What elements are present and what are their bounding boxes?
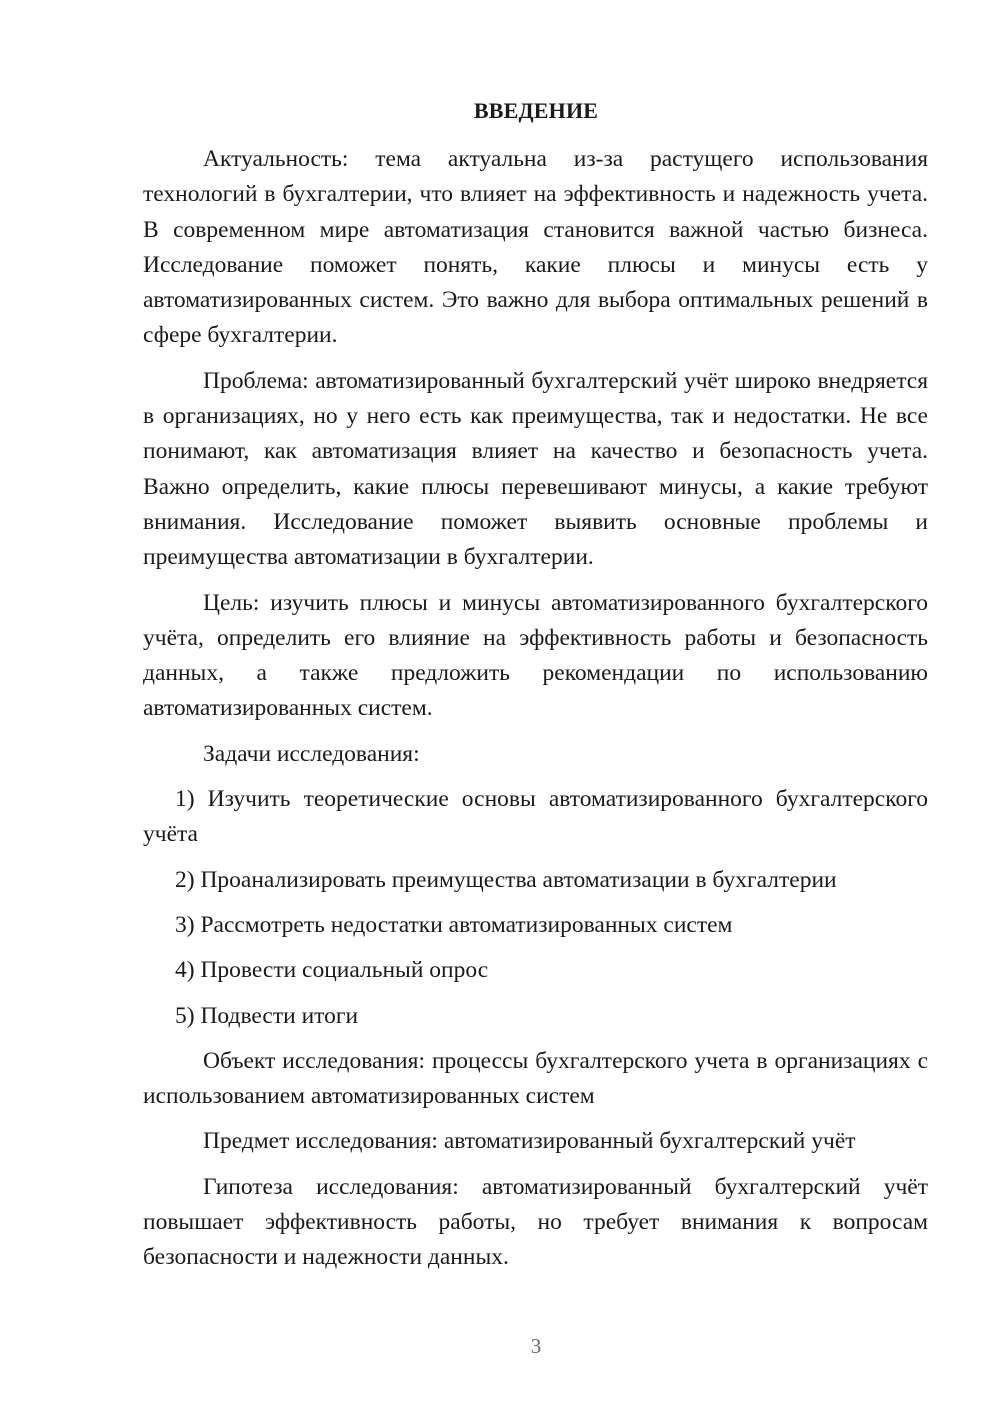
paragraph-object: Объект исследования: процессы бухгалтерского учета в организациях с использованием автоматизированных систем [143, 1047, 928, 1110]
tasks-heading: Задачи исследования: [203, 740, 420, 767]
task-item: 4) Провести социальный опрос [175, 957, 489, 984]
page-number: 3 [530, 1334, 542, 1358]
paragraph-problem: Проблема: автоматизированный бухгалтерский учёт широко внедряется в организациях, но у него есть как преимущества, так и недостатки. Не все понимают, как автоматизация влияет на качество и безопасность учета. Важно определить, какие плюсы перевешивают минусы, а какие требуют внимания. Исследование поможет выявить основные проблемы и преимущества автоматизации в бухгалтерии. [143, 367, 928, 571]
paragraph-relevance: Актуальность: тема актуальна из-за растущего использования технологий в бухгалтерии, что влияет на эффективность и надежность учета. В современном мире автоматизация становится важной частью бизнеса. Исследование поможет понять, какие плюсы и минусы есть у автоматизированных систем. Это важно для выбора оптимальных решений в сфере бухгалтерии. [143, 146, 928, 349]
document-body [143, 142, 928, 1286]
task-item: 3) Рассмотреть недостатки автоматизированных систем [175, 911, 733, 938]
paragraph-subject: Предмет исследования: автоматизированный бухгалтерский учёт [203, 1128, 856, 1155]
task-item: 5) Подвести итоги [175, 1002, 359, 1029]
page-title: ВВЕДЕНИЕ [473, 98, 599, 123]
task-item: 2) Проанализировать преимущества автоматизации в бухгалтерии [175, 866, 837, 893]
paragraph-goal: Цель: изучить плюсы и минусы автоматизированного бухгалтерского учёта, определить его влияние на эффективность работы и безопасность данных, а также предложить рекомендации по использованию автоматизированных систем. [143, 589, 928, 722]
task-item: 1) Изучить теоретические основы автоматизированного бухгалтерского учёта [143, 786, 928, 848]
paragraph-hypothesis: Гипотеза исследования: автоматизированный бухгалтерский учёт повышает эффективность работы, но требует внимания к вопросам безопасности и надежности данных. [143, 1173, 928, 1271]
